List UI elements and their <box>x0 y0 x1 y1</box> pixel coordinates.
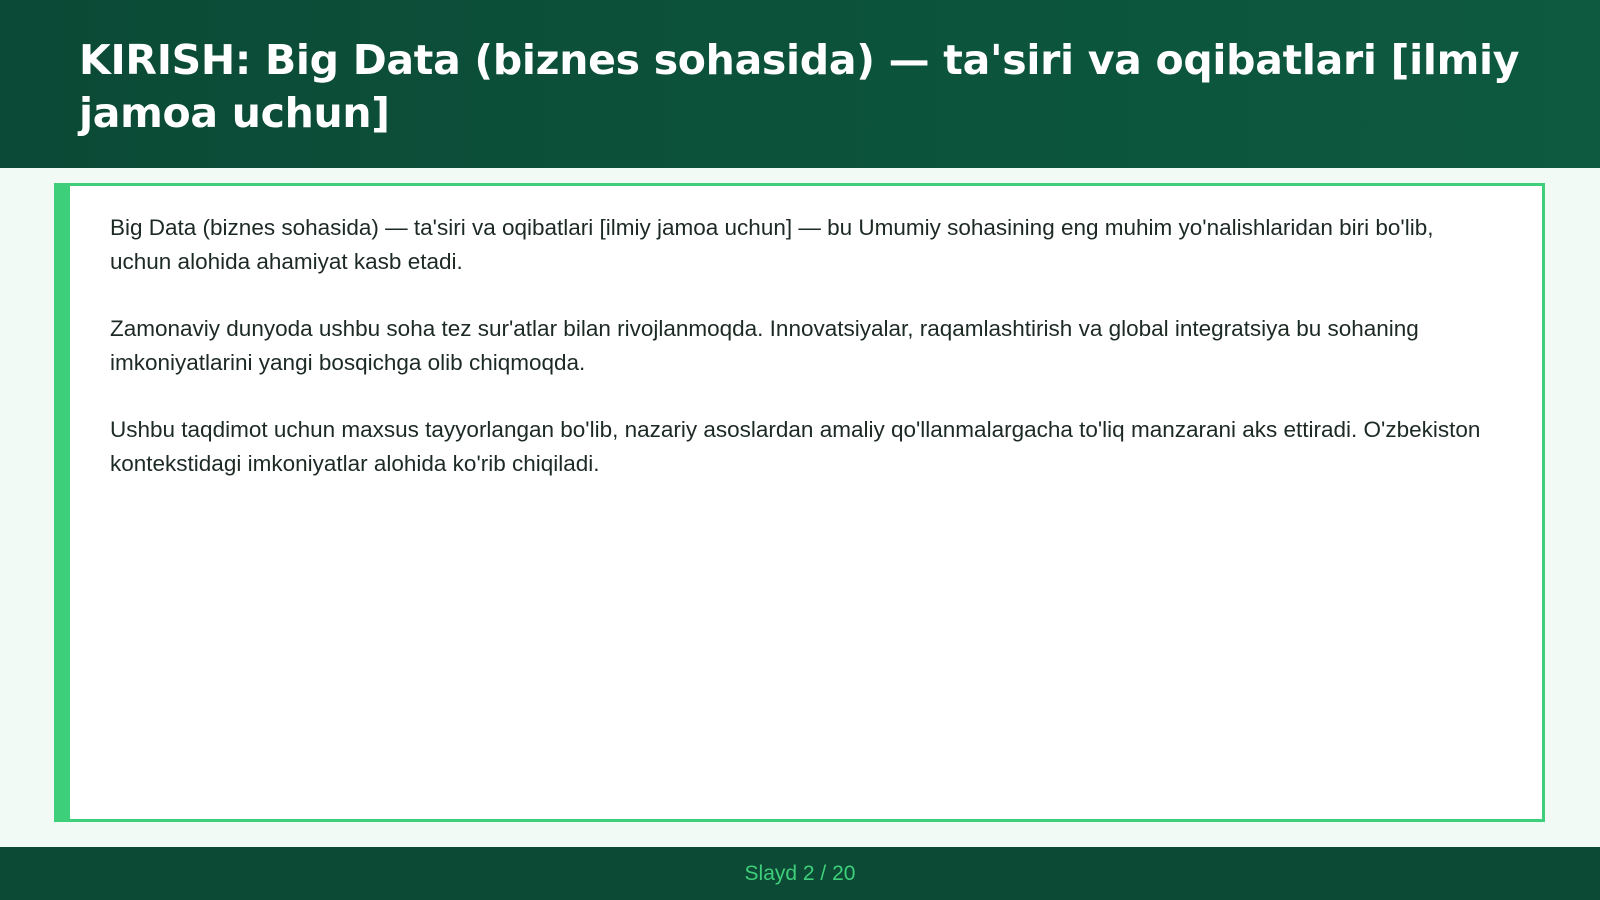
slide-number: Slayd 2 / 20 <box>744 862 856 885</box>
paragraph-intro: Big Data (biznes sohasida) — ta'siri va oqibatlari [ilmiy jamoa uchun] — bu Umumiy sohasining eng muhim yo'nalishlaridan biri bo'lib, uchun alohida ahamiyat kasb etadi. <box>110 215 1434 274</box>
slide-title: KIRISH: Big Data (biznes sohasida) — ta'siri va oqibatlari [ilmiy jamoa uchun] <box>79 36 1520 137</box>
slide-footer <box>0 847 1600 900</box>
paragraph-modern-world: Zamonaviy dunyoda ushbu soha tez sur'atlar bilan rivojlanmoqda. Innovatsiyalar, raqamlashtirish va global integratsiya bu sohaning imkoniyatlarini yangi bosqichga olib chiqmoqda. <box>110 316 1419 375</box>
slide-header <box>0 0 1600 168</box>
paragraph-presentation: Ushbu taqdimot uchun maxsus tayyorlangan bo'lib, nazariy asoslardan amaliy qo'llanmalargacha to'liq manzarani aks ettiradi. O'zbekiston kontekstidagi imkoniyatlar alohida ko'rib chiqiladi. <box>110 417 1481 476</box>
content-box <box>54 183 1545 822</box>
body-text <box>110 211 1500 514</box>
